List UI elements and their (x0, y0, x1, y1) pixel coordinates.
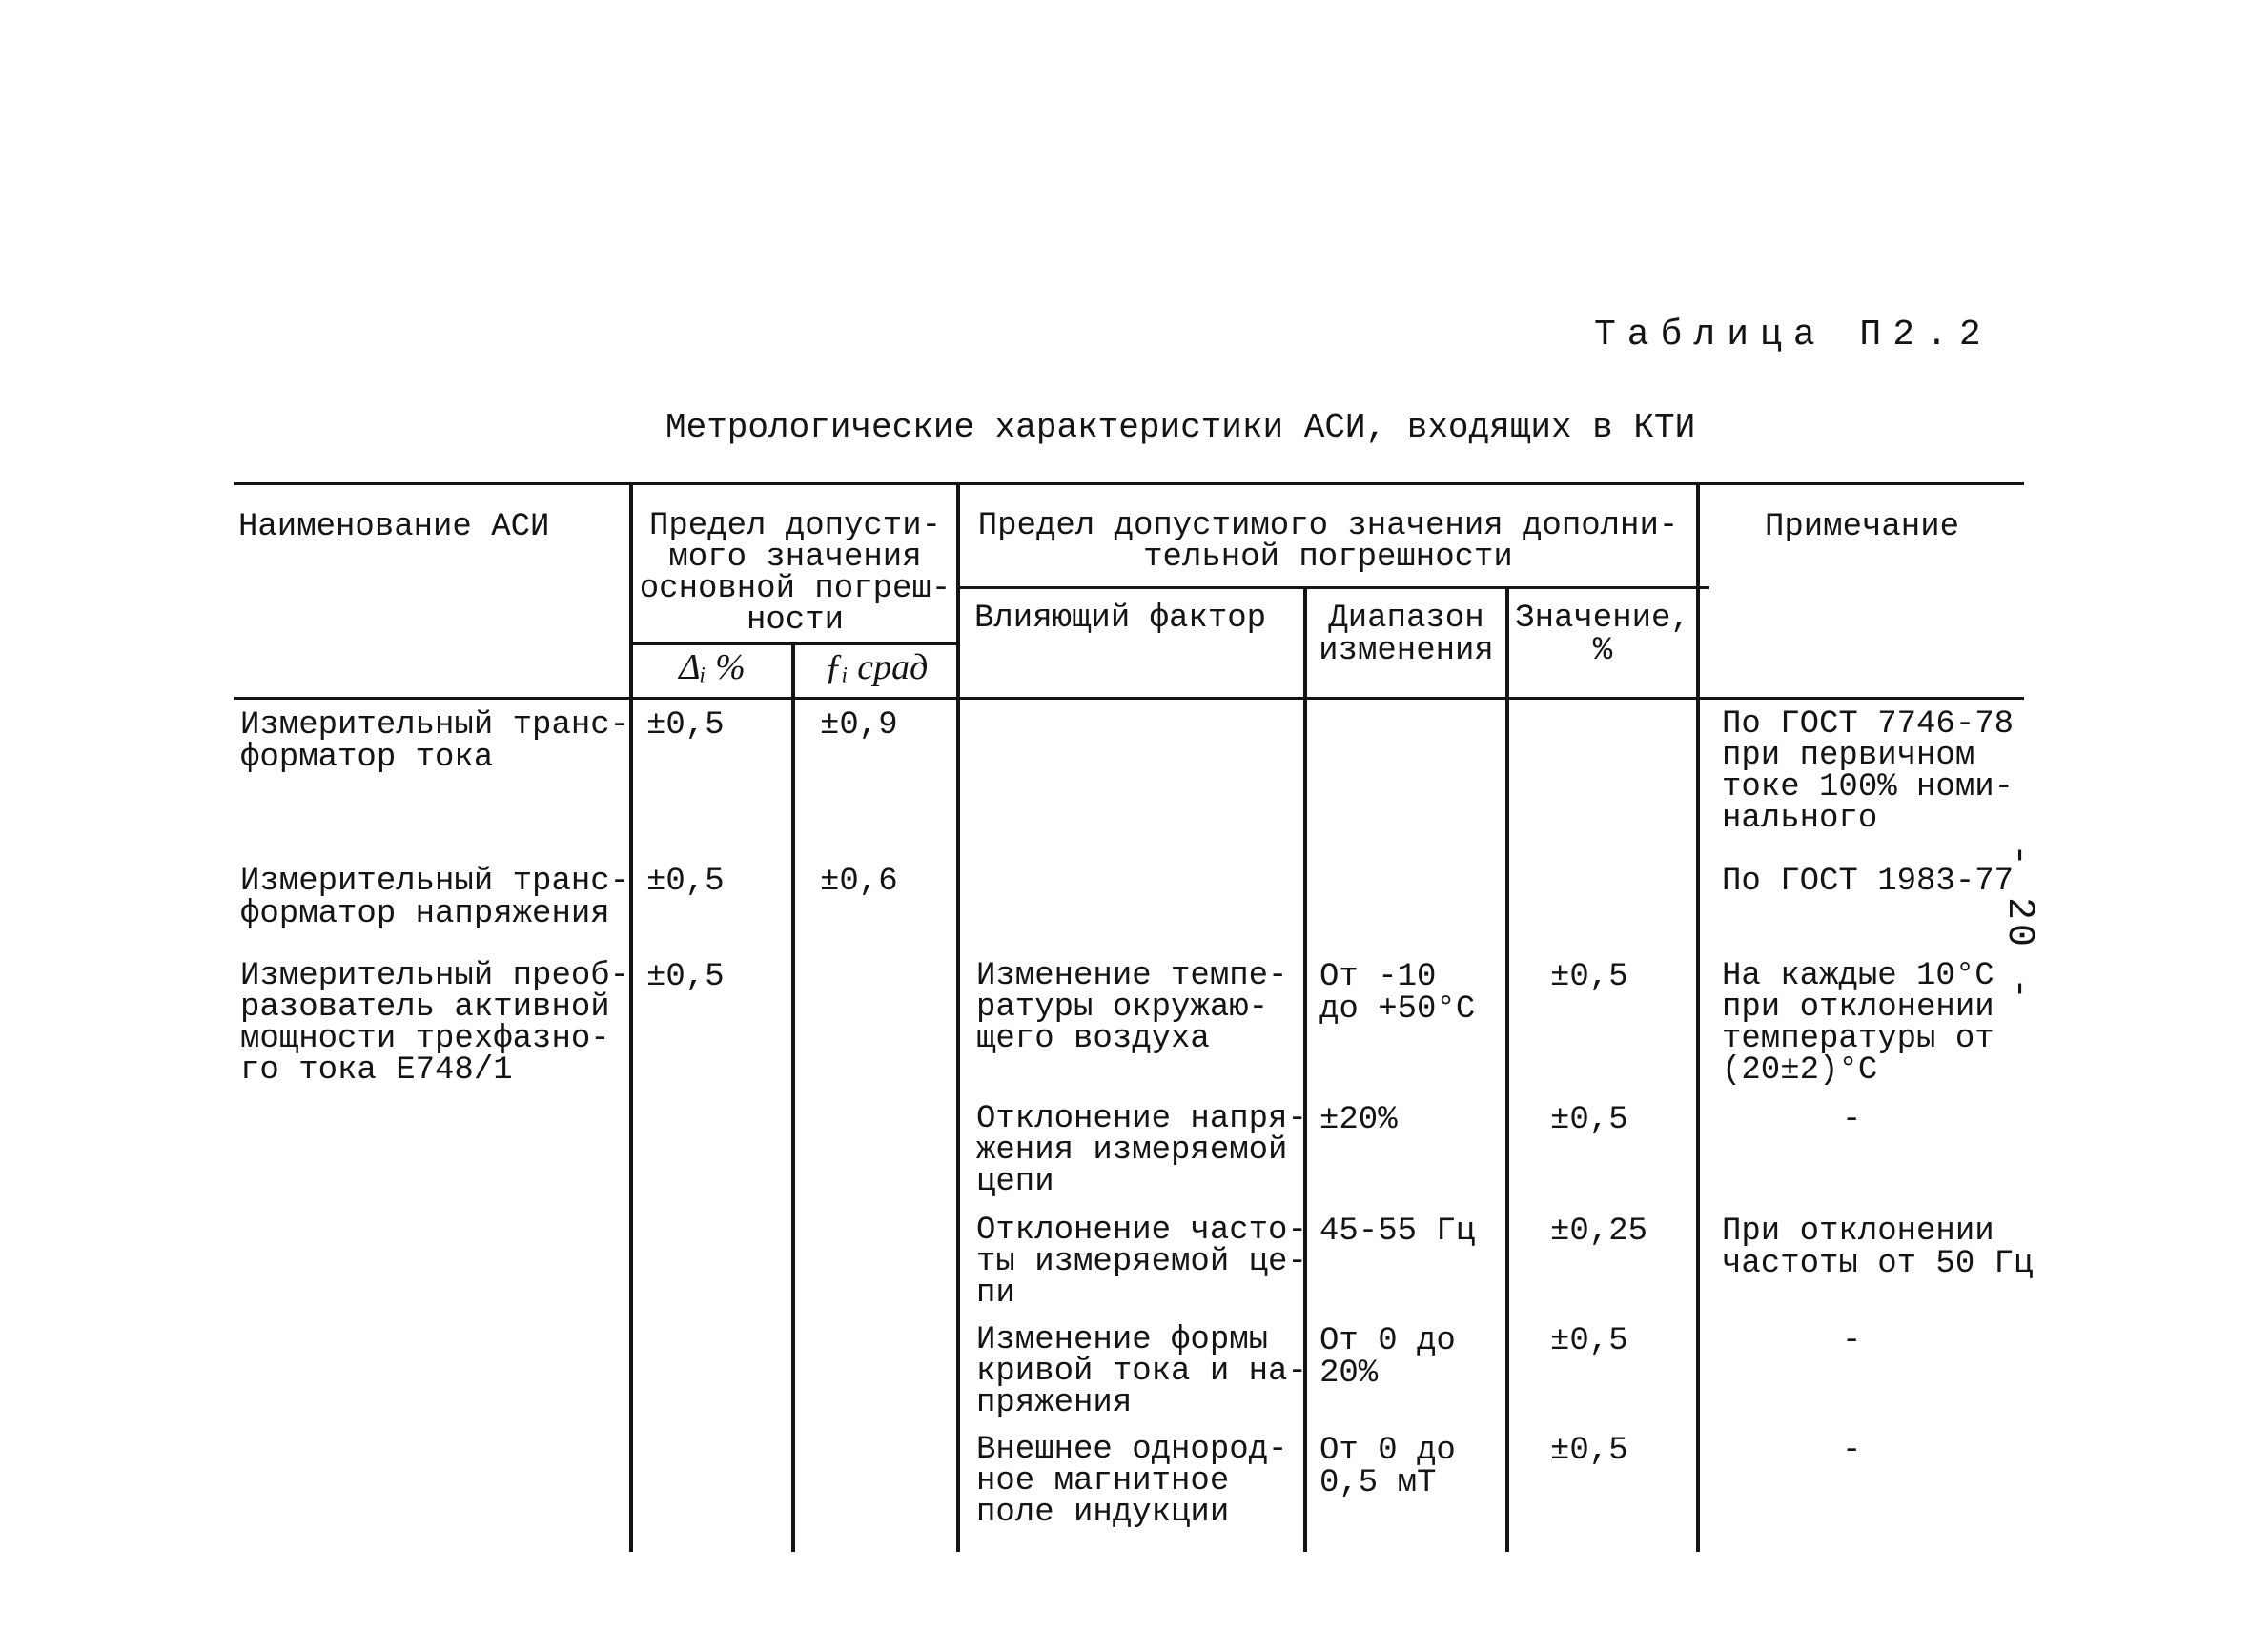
row-note: На каждые 10°С при отклонении температуры от (20±2)°С (1722, 958, 1994, 1089)
page-number: - 20 - (1997, 844, 2040, 1005)
row-range: От 0 до 0,5 мТ (1319, 1433, 1456, 1501)
header-value: Значение, % (1515, 601, 1690, 669)
header-bottom-rule (234, 697, 2024, 700)
row-range: От -10 до +50°С (1319, 959, 1476, 1028)
additional-error-rule (960, 586, 1709, 589)
row-factor: Изменение формы кривой тока и на- пряжения (976, 1322, 1307, 1421)
row-note: - (1842, 1323, 1862, 1359)
row-note: По ГОСТ 7746-78 при первичном токе 100% номи- нального (1722, 706, 2015, 837)
row-factor: Изменение темпе- ратуры окружаю- щего воздуха (976, 958, 1288, 1057)
header-range: Диапазон изменения (1319, 601, 1494, 669)
row-delta: ±0,5 (646, 707, 725, 744)
header-name: Наименование АСИ (238, 509, 550, 545)
row-name: Измерительный преоб- разователь активной мощности трехфазно- го тока Е748/1 (240, 958, 630, 1089)
row-value: ±0,5 (1550, 1323, 1628, 1359)
top-rule (234, 482, 2024, 485)
table-title: Метрологические характеристики АСИ, входящих в КТИ (665, 408, 1696, 447)
row-value: ±0,5 (1550, 959, 1628, 995)
row-phi: ±0,6 (820, 864, 898, 900)
col-divider-3 (956, 482, 960, 1552)
header-note: Примечание (1764, 509, 1960, 545)
col-divider-1 (629, 482, 633, 1552)
row-value: ±0,25 (1550, 1214, 1648, 1250)
row-phi: ±0,9 (820, 707, 898, 744)
row-range: 45-55 Гц (1319, 1214, 1476, 1250)
header-factor: Влияющий фактор (974, 601, 1267, 637)
row-value: ±0,5 (1550, 1102, 1628, 1138)
row-note: При отклонении частоты от 50 Гц (1722, 1214, 2034, 1282)
row-factor: Внешнее однород- ное магнитное поле индукции (976, 1432, 1288, 1531)
row-note: - (1842, 1102, 1862, 1138)
row-value: ±0,5 (1550, 1433, 1628, 1469)
row-range: ±20% (1319, 1102, 1398, 1138)
row-factor: Отклонение напря- жения измеряемой цепи (976, 1101, 1307, 1200)
header-delta: Δᵢ % (679, 647, 746, 687)
basic-error-rule (631, 642, 960, 645)
row-name: Измерительный транс- форматор напряжения (240, 864, 630, 932)
header-additional-error: Предел допустимого значения дополни- тельной погрешности (977, 508, 1679, 576)
row-note: - (1842, 1433, 1862, 1469)
col-divider-6 (1696, 482, 1700, 1552)
row-name: Измерительный транс- форматор тока (240, 707, 630, 776)
row-factor: Отклонение часто- ты измеряемой це- пи (976, 1213, 1307, 1312)
row-delta: ±0,5 (646, 959, 725, 995)
row-delta: ±0,5 (646, 864, 725, 900)
header-phi: ƒᵢ срад (824, 647, 929, 687)
row-range: От 0 до 20% (1319, 1323, 1456, 1392)
row-note: По ГОСТ 1983-77 (1722, 864, 2015, 900)
col-divider-2 (791, 644, 795, 1552)
header-basic-error: Предел допусти- мого значения основной погреш- ности (639, 508, 951, 639)
table-label: Таблица П2.2 (1594, 315, 1993, 356)
col-divider-5 (1505, 586, 1509, 1552)
